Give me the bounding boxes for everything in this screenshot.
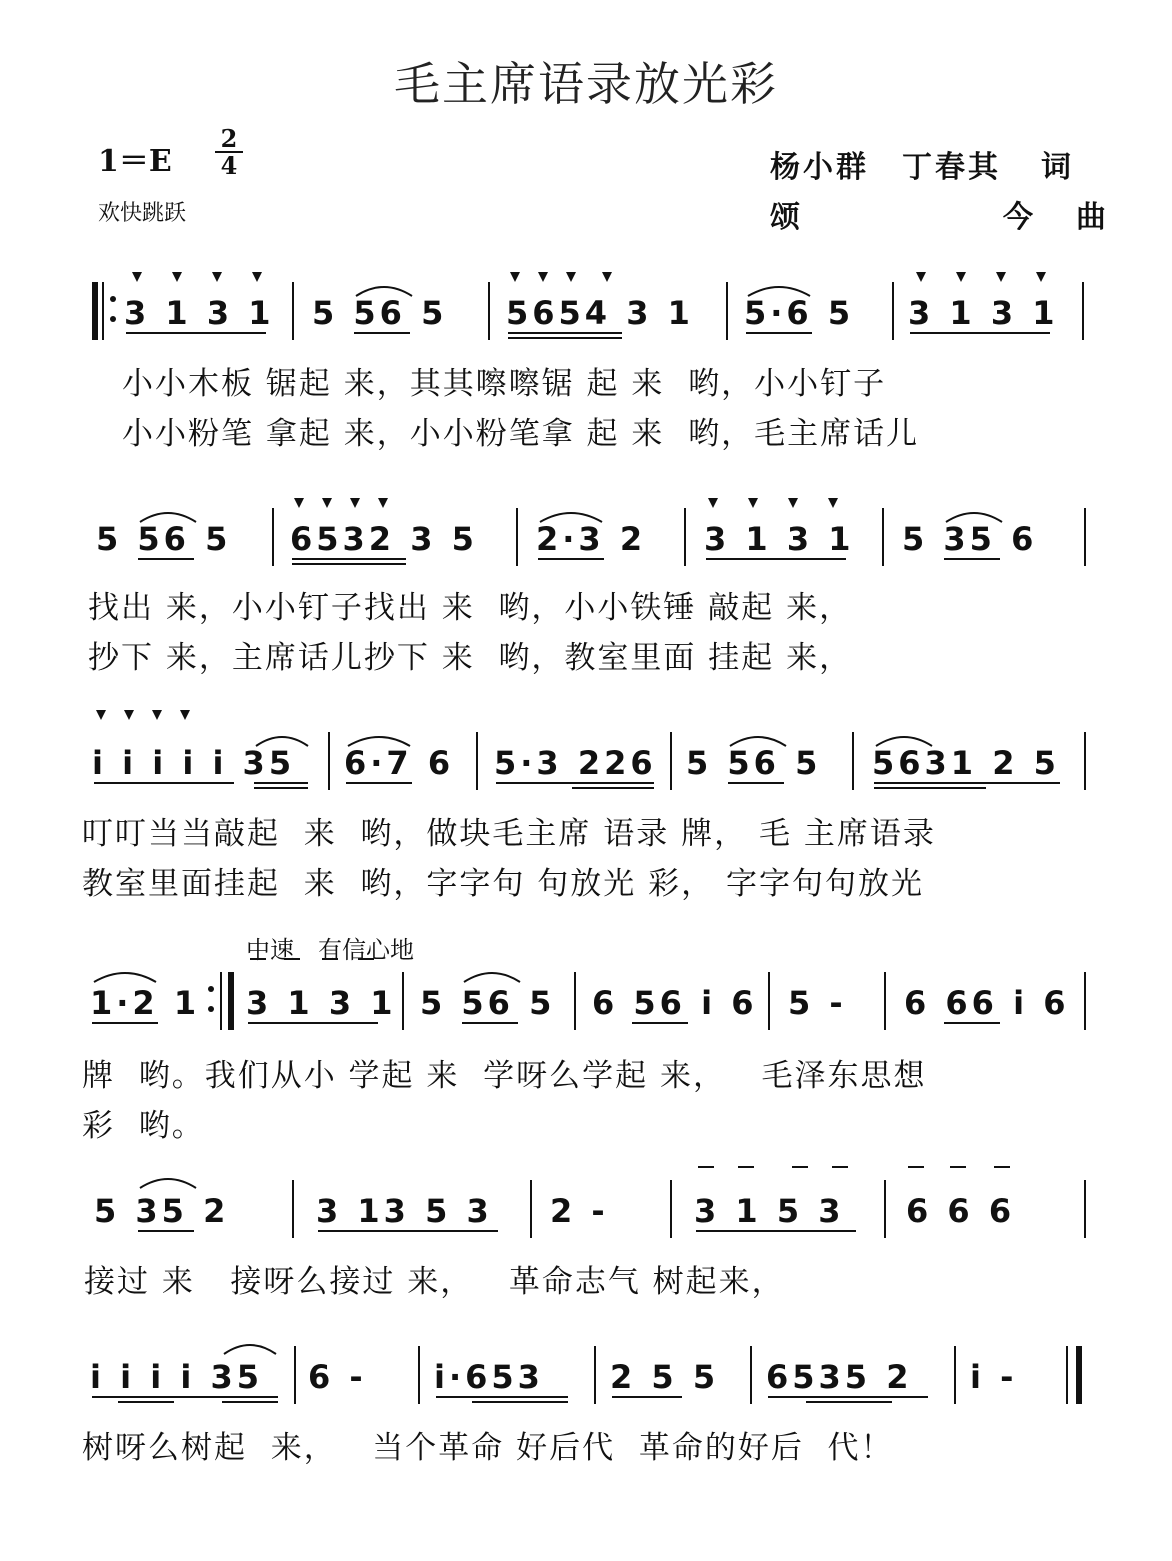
lyric-line: 抄下 来，主席话儿抄下 来 哟，教室里面 挂起 来，	[88, 640, 853, 676]
barline	[684, 508, 686, 566]
measure: 3 13 5 3	[316, 1192, 493, 1230]
underline-beam	[436, 1396, 568, 1398]
underline-beam	[572, 787, 654, 789]
measure: i·653	[434, 1358, 544, 1396]
lyric-line: 找出 来，小小钉子找出 来 哟，小小铁锤 敲起 来，	[88, 590, 853, 626]
repeat-end-barline	[228, 972, 234, 1030]
underline-beam	[538, 558, 604, 560]
barline	[402, 972, 404, 1030]
slur-mark	[462, 968, 522, 984]
underline-beam	[806, 1401, 892, 1403]
underline-beam	[92, 1396, 278, 1398]
lyric-line: 小小木板 锯起 来，其其嚓嚓锯 起 来 哟，小小钉子	[122, 366, 887, 402]
underline-beam	[910, 332, 1050, 334]
underline-beam	[94, 782, 234, 784]
measure: 2 5 5	[610, 1358, 720, 1396]
measure: 6 6 6	[906, 1192, 1016, 1230]
tenuto-marks	[694, 1164, 1034, 1170]
underline-beam	[138, 558, 194, 560]
measure: 2 -	[550, 1192, 609, 1230]
page-title: 毛主席语录放光彩	[394, 57, 778, 111]
underline-beam	[118, 1401, 174, 1403]
barline	[670, 732, 672, 790]
barline	[1084, 972, 1086, 1030]
barline	[750, 1346, 752, 1404]
barline	[1084, 508, 1086, 566]
slur-mark	[538, 508, 604, 524]
measure: 5·6 5	[744, 294, 855, 332]
measure: 5 -	[788, 984, 847, 1022]
underline-beam	[222, 1401, 278, 1403]
lyric-line: 叮叮当当敲起 来 哟，做块毛主席 语录 牌， 毛 主席语录	[82, 816, 936, 852]
measure: 3 1 5 3	[694, 1192, 845, 1230]
underline-beam	[508, 332, 622, 334]
underline-beam	[706, 558, 846, 560]
barline	[594, 1346, 596, 1404]
lyric-line: 彩 哟。	[82, 1108, 205, 1144]
measure: i i i i 35	[90, 1358, 263, 1396]
underline-beam	[292, 563, 406, 565]
measure: 6 -	[308, 1358, 367, 1396]
barline	[294, 1346, 296, 1404]
barline	[726, 282, 728, 340]
barline	[954, 1346, 956, 1404]
barline	[882, 508, 884, 566]
underline-beam	[346, 782, 412, 784]
lyric-line: 接过 来 接呀么接过 来， 革命志气 树起来，	[84, 1264, 785, 1300]
measure: 5 35 2	[94, 1192, 230, 1230]
measure: 3 1 3 1	[124, 294, 275, 332]
composer-credit	[770, 192, 1109, 236]
measure: 3 1 3 1	[246, 984, 397, 1022]
measure: 5·3 226	[494, 744, 657, 782]
lyricist-credit	[770, 142, 1074, 186]
barline	[418, 1346, 420, 1404]
slur-mark	[138, 1174, 198, 1190]
measure: 6·7 6	[344, 744, 455, 782]
accent-marks	[92, 708, 212, 722]
barline	[292, 1180, 294, 1238]
underline-beam	[92, 1022, 158, 1024]
slur-mark	[728, 732, 788, 748]
underline-beam	[944, 558, 1000, 560]
measure: 1·2 1	[90, 984, 201, 1022]
barline	[1084, 1180, 1086, 1238]
lyric-line: 小小粉笔 拿起 来，小小粉笔拿 起 来 哟，毛主席话儿	[122, 416, 920, 452]
underline-beam	[696, 1230, 856, 1232]
accent-marks	[290, 496, 860, 510]
slur-mark	[222, 1340, 278, 1356]
tenuto-marks	[246, 956, 386, 962]
time-signature	[212, 126, 246, 178]
final-barline	[1076, 1346, 1082, 1404]
composer-name: 颂	[770, 200, 803, 235]
barline	[328, 732, 330, 790]
measure: 6 56 i 6	[592, 984, 758, 1022]
repeat-start-barline	[92, 282, 98, 340]
score-system-6	[0, 1346, 1172, 1406]
underline-beam	[874, 782, 1060, 784]
meter-bottom: 4	[220, 151, 238, 180]
lyric-line: 牌 哟。我们从小 学起 来 学呀么学起 来， 毛泽东思想	[82, 1058, 927, 1094]
score-system-5	[0, 1180, 1172, 1240]
slur-mark	[92, 968, 158, 984]
score-system-4	[0, 972, 1172, 1032]
measure: 5 56 5	[420, 984, 556, 1022]
measure: 3 1 3 1	[704, 520, 855, 558]
underline-beam	[496, 782, 654, 784]
measure: 5 35 6	[902, 520, 1038, 558]
underline-beam	[508, 337, 622, 339]
underline-beam	[138, 1230, 194, 1232]
barline	[272, 508, 274, 566]
measure: i i i i i 35	[92, 744, 296, 782]
score-system-3	[0, 732, 1172, 792]
measure: 5 56 5	[312, 294, 448, 332]
barline	[1084, 732, 1086, 790]
underline-beam	[612, 1396, 682, 1398]
lyric-line: 教室里面挂起 来 哟，字字句 句放光 彩， 字字句句放光	[82, 866, 924, 902]
slur-mark	[138, 508, 198, 524]
underline-beam	[318, 1230, 498, 1232]
barline	[220, 972, 222, 1030]
repeat-dots	[208, 986, 214, 1026]
slur-mark	[746, 282, 812, 298]
measure: 6532 3 5	[290, 520, 478, 558]
underline-beam	[354, 332, 410, 334]
composer-role: 曲	[1076, 200, 1109, 235]
lyric-line: 树呀么树起 来， 当个革命 好后代 革命的好后 代！	[82, 1430, 894, 1466]
underline-beam	[254, 782, 308, 784]
score-system-1	[0, 282, 1172, 342]
measure: 5631 2 5	[872, 744, 1060, 782]
lyricist-names: 杨小群 丁春其	[770, 150, 1001, 185]
repeat-dots	[110, 296, 116, 336]
underline-beam	[944, 1022, 1000, 1024]
underline-beam	[126, 332, 266, 334]
barline	[102, 282, 104, 340]
underline-beam	[254, 787, 308, 789]
slur-mark	[874, 732, 934, 748]
measure: i -	[970, 1358, 1018, 1396]
barline	[516, 508, 518, 566]
barline	[768, 972, 770, 1030]
slur-mark	[254, 732, 310, 748]
barline	[892, 282, 894, 340]
barline	[476, 732, 478, 790]
underline-beam	[874, 787, 986, 789]
measure: 6 66 i 6	[904, 984, 1070, 1022]
barline	[292, 282, 294, 340]
slur-mark	[944, 508, 1004, 524]
barline	[1066, 1346, 1068, 1404]
underline-beam	[728, 782, 784, 784]
underline-beam	[292, 558, 406, 560]
measure: 6535 2	[766, 1358, 913, 1396]
underline-beam	[472, 1401, 568, 1403]
barline	[574, 972, 576, 1030]
slur-mark	[354, 282, 414, 298]
underline-beam	[248, 1022, 378, 1024]
lyricist-role: 词	[1041, 150, 1074, 185]
tempo-change-marking: 中速 有信心地	[246, 936, 414, 964]
underline-beam	[462, 1022, 518, 1024]
underline-beam	[746, 332, 812, 334]
measure: 5654 3 1	[506, 294, 694, 332]
underline-beam	[632, 1022, 688, 1024]
measure: 3 1 3 1	[908, 294, 1059, 332]
barline	[884, 1180, 886, 1238]
accent-marks	[126, 270, 1066, 284]
measure: 5 56 5	[686, 744, 822, 782]
score-system-2	[0, 508, 1172, 568]
meter-top: 2	[220, 124, 238, 153]
underline-beam	[768, 1396, 928, 1398]
slur-mark	[346, 732, 412, 748]
barline	[884, 972, 886, 1030]
measure: 2·3 2	[536, 520, 647, 558]
composer-name-tail: 今	[1003, 200, 1036, 235]
barline	[488, 282, 490, 340]
barline	[852, 732, 854, 790]
barline	[670, 1180, 672, 1238]
tempo-marking: 欢快跳跃	[98, 201, 187, 226]
key-signature: 1＝E	[98, 144, 172, 179]
barline	[1082, 282, 1084, 340]
barline	[530, 1180, 532, 1238]
measure: 5 56 5	[96, 520, 232, 558]
